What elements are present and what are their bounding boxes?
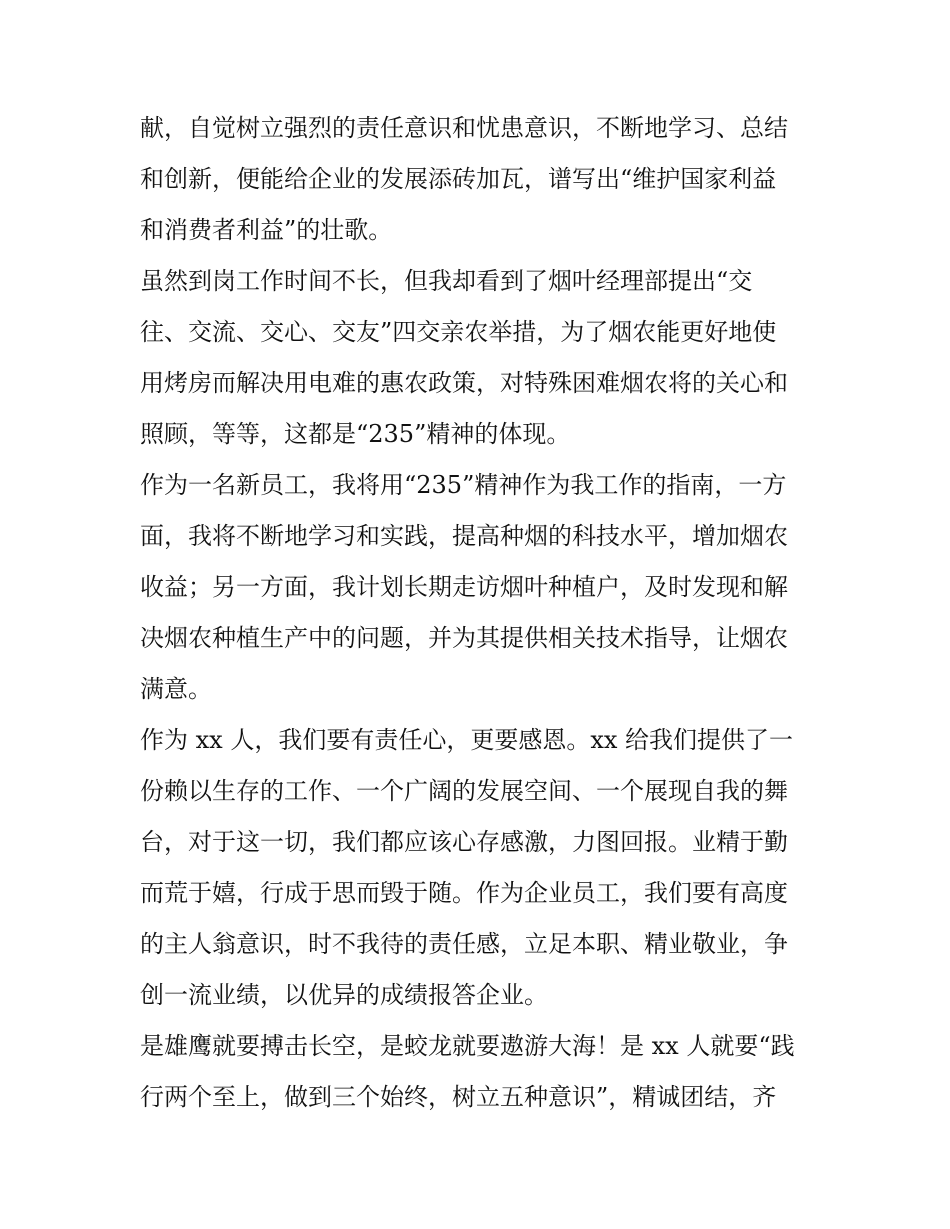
text-line: 行两个至上，做到三个始终，树立五种意识”，精诚团结，齐 [140,1083,777,1111]
text-line: 和消费者利益”的壮歌。 [140,216,393,244]
text-line: 照顾，等等，这都是“235”精神的体现。 [140,420,571,448]
text-line: 面，我将不断地学习和实践，提高种烟的科技水平，增加烟农 [140,522,788,550]
text-line: 而荒于嬉，行成于思而毁于随。作为企业员工，我们要有高度 [140,879,788,907]
text-line: 决烟农种植生产中的问题，并为其提供相关技术指导，让烟农 [140,624,788,652]
text-line: 份赖以生存的工作、一个广阔的发展空间、一个展现自我的舞 [140,777,788,805]
text-line: 收益；另一方面，我计划长期走访烟叶种植户，及时发现和解 [140,573,788,601]
text-line: 用烤房而解决用电难的惠农政策，对特殊困难烟农将的关心和 [140,369,788,397]
text-line: 和创新，便能给企业的发展添砖加瓦，谱写出“维护国家利益 [140,165,777,193]
text-line: 的主人翁意识，时不我待的责任感，立足本职、精业敬业，争 [140,930,788,958]
text-line: 献，自觉树立强烈的责任意识和忧患意识，不断地学习、总结 [140,114,788,142]
text-line: 创一流业绩，以优异的成绩报答企业。 [140,981,548,1009]
text-line: 台，对于这一切，我们都应该心存感激，力图回报。业精于勤 [140,828,788,856]
text-line: 往、交流、交心、交友”四交亲农举措，为了烟农能更好地使 [140,318,777,346]
text-line: 作为 xx 人，我们要有责任心，更要感恩。xx 给我们提供了一 [140,726,794,754]
text-line: 虽然到岗工作时间不长，但我却看到了烟叶经理部提出“交 [140,267,753,295]
text-line: 作为一名新员工，我将用“235”精神作为我工作的指南，一方 [140,471,787,499]
text-line: 是雄鹰就要搏击长空，是蛟龙就要遨游大海！是 xx 人就要“践 [140,1032,795,1060]
document-body [140,103,820,1123]
text-line: 满意。 [140,675,212,703]
